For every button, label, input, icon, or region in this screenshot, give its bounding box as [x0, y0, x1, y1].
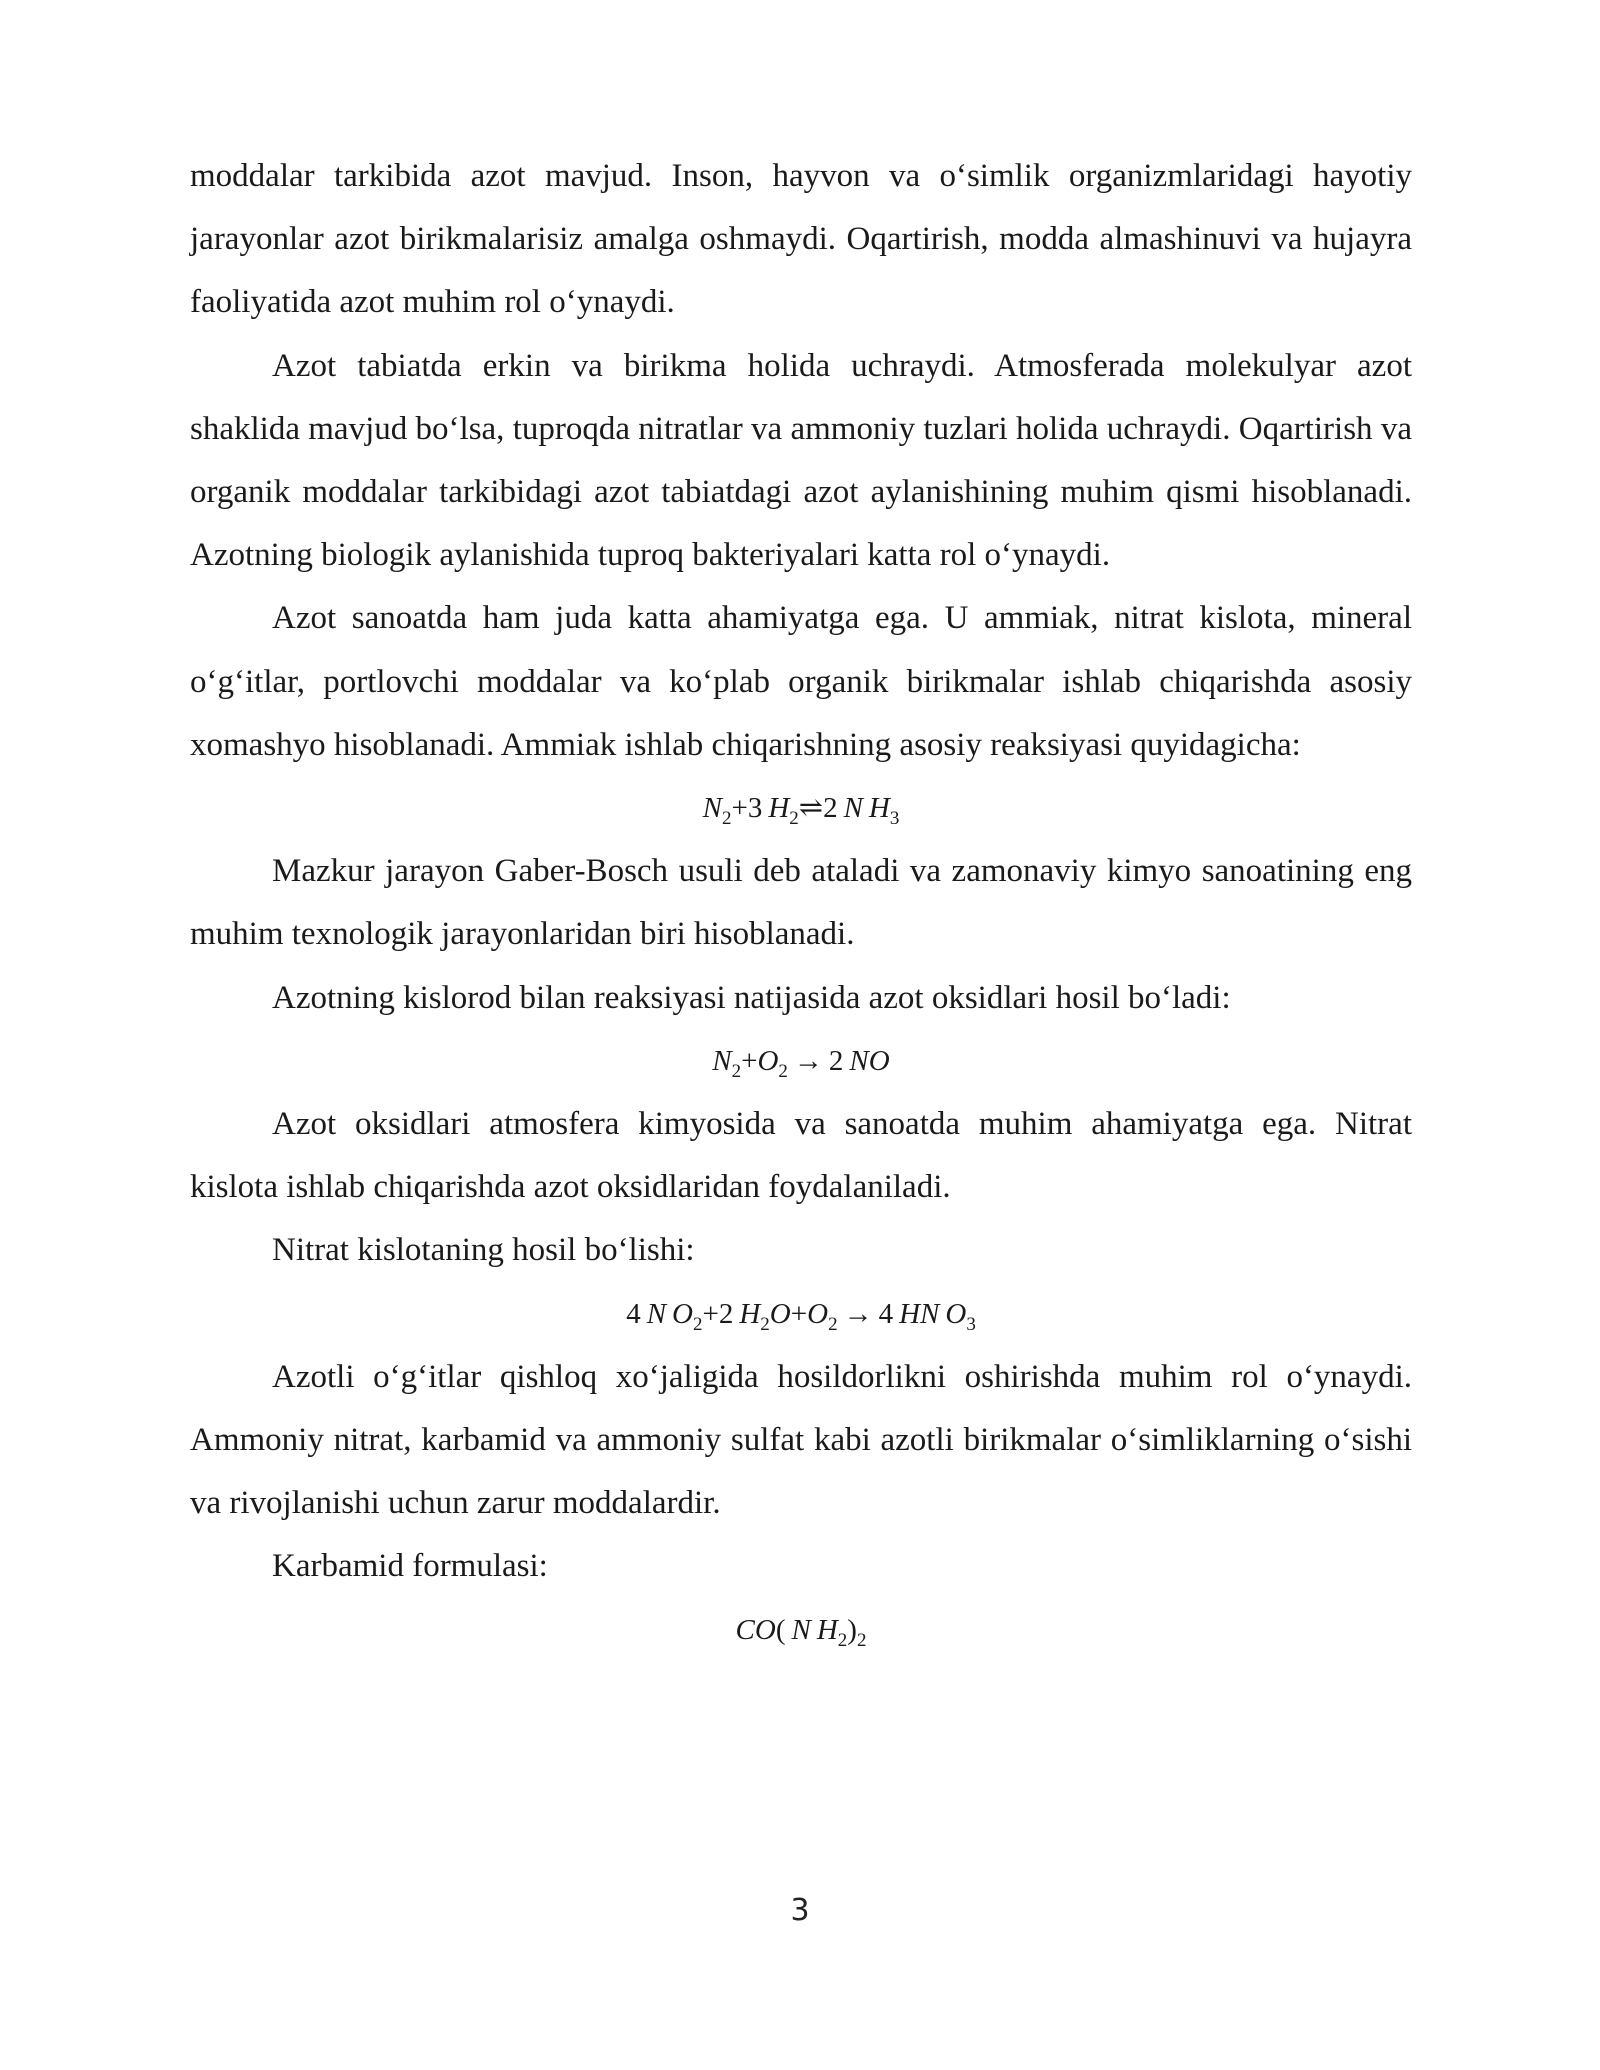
paragraph-7: Nitrat kislotaning hosil bo‘lishi: [272, 1232, 695, 1269]
formula-nitrogen-oxide: $N_2+O_2 \to 2$ NO [712, 1044, 890, 1082]
paragraph-9: Karbamid formulasi: [272, 1548, 548, 1585]
paragraph-8: Azotli o‘g‘itlar qishloq xo‘jaligida hosildorlikni oshirishda muhim rol o‘ynaydi. Ammoniy nitrat, karbamid va ammoniy sulfat kabi azotli birikmalar o‘simliklarning o‘sishi va rivojlanishi uchun zarur moddalardir. [190, 1358, 1412, 1522]
page-number: 3 [790, 1893, 810, 1928]
paragraph-6: Azot oksidlari atmosfera kimyosida va sanoatda muhim ahamiyatga ega. Nitrat kislota ishlab chiqarishda azot oksidlaridan foydalaniladi. [190, 1106, 1412, 1206]
formula-ammonia-synthesis: $N_2+3$ $H_2\rightleftharpoons 2$ N $H_3$ [702, 792, 900, 830]
formula-urea: CO( N $H_2)_2$ [735, 1613, 867, 1651]
paragraph-1: moddalar tarkibida azot mavjud. Inson, hayvon va o‘simlik organizmlaridagi hayotiy jarayonlar azot birikmalarisiz amalga oshmaydi. Oqartirish, modda almashinuvi va hujayra faoliyatida azot muhim rol o‘ynaydi. [190, 158, 1412, 321]
formula-nitric-acid: 4 N $O_2+2$ $H_2O+O_2 \to 4$ HN $O_3$ [626, 1297, 976, 1335]
paragraph-3: Azot sanoatda ham juda katta ahamiyatga ega. U ammiak, nitrat kislota, mineral o‘g‘itlar, portlovchi moddalar va ko‘plab organik birikmalar ishlab chiqarishda asosiy xomashyo hisoblanadi. Ammiak ishlab chiqarishning asosiy reaksiyasi quyidagicha: [190, 600, 1412, 763]
paragraph-2: Azot tabiatda erkin va birikma holida uchraydi. Atmosferada molekulyar azot shaklida mavjud bo‘lsa, tuproqda nitratlar va ammoniy tuzlari holida uchraydi. Oqartirish va organik moddalar tarkibidagi azot tabiatdagi azot aylanishining muhim qismi hisoblanadi. Azotning biologik aylanishida tuproq bakteriyalari katta rol o‘ynaydi. [190, 347, 1412, 574]
paragraph-5: Azotning kislorod bilan reaksiyasi natijasida azot oksidlari hosil bo‘ladi: [272, 979, 1231, 1016]
paragraph-4: Mazkur jarayon Gaber-Bosch usuli deb ataladi va zamonaviy kimyo sanoatining eng muhim texnologik jarayonlaridan biri hisoblanadi. [190, 853, 1412, 953]
body-text [190, 145, 1412, 1662]
